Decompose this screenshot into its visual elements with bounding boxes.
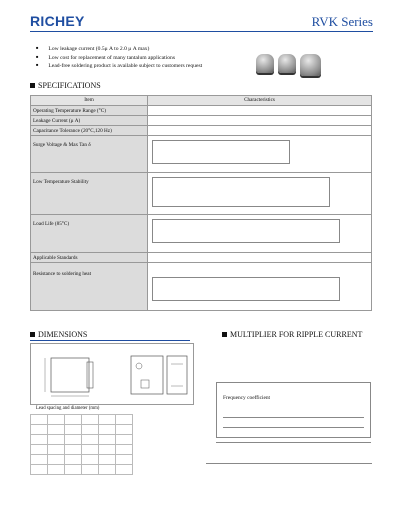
table-header-row: [31, 96, 372, 106]
dimension-drawing: [30, 343, 194, 405]
row-value: [148, 215, 372, 253]
capacitor-image: [300, 54, 321, 76]
table-row: [31, 126, 372, 136]
row-label: Low Temperature Stability: [31, 173, 148, 215]
frequency-row: [223, 411, 364, 418]
table-row: [31, 106, 372, 116]
row-value: [148, 173, 372, 215]
row-label: Capacitance Tolerance (20°C,120 Hz): [31, 126, 148, 136]
ripple-rule: [206, 463, 372, 464]
table-row: [31, 455, 133, 465]
table-row: [31, 215, 372, 253]
dimension-drawing-svg: [31, 344, 193, 404]
table-row: [31, 445, 133, 455]
frequency-coefficient-label: Frequency coefficient: [223, 395, 271, 401]
capacitor-image: [278, 54, 296, 73]
row-value: [148, 106, 372, 116]
feature-item: ■ Lead-free soldering product is available subject to customers request: [36, 62, 202, 71]
row-label: Leakage Current (μ A): [31, 116, 148, 126]
column-header-characteristics: Characteristics: [148, 96, 372, 106]
row-value: [148, 116, 372, 126]
row-label: Resistance to soldering heat: [31, 263, 148, 311]
row-label: Load Life (85°C): [31, 215, 148, 253]
brand-logo: RICHEY: [30, 13, 85, 29]
square-bullet-icon: [222, 332, 227, 337]
ripple-rule: [216, 442, 371, 443]
table-row: [31, 465, 133, 475]
table-row: [31, 425, 133, 435]
table-row: [31, 435, 133, 445]
feature-list: [36, 45, 202, 71]
square-bullet-icon: [30, 83, 35, 88]
row-value: [148, 136, 372, 173]
frequency-coefficient-box: [216, 382, 371, 438]
table-row: [31, 116, 372, 126]
series-title: RVK Series: [311, 14, 373, 29]
capacitor-image: [256, 54, 274, 73]
row-label: Surge Voltage & Max Tan δ: [31, 136, 148, 173]
surge-voltage-table: [152, 140, 290, 164]
coefficient-row: [223, 421, 364, 428]
section-title: MULTIPLIER FOR RIPPLE CURRENT: [230, 330, 363, 339]
dimensions-heading: [30, 330, 87, 339]
soldering-heat-table: [152, 277, 340, 301]
feature-item: ■ Low cost for replacement of many tantalum applications: [36, 54, 202, 63]
lead-spacing-caption: Lead spacing and diameter (mm): [36, 406, 100, 411]
low-temp-table: [152, 177, 330, 207]
table-row: [31, 253, 372, 263]
header-rule: [30, 31, 373, 32]
specifications-table: [30, 95, 372, 311]
row-value: [148, 253, 372, 263]
lead-spacing-table: [30, 414, 133, 475]
column-header-item: Item: [31, 96, 148, 106]
square-bullet-icon: [30, 332, 35, 337]
ripple-heading: [222, 330, 362, 339]
capacitor-photo: [256, 54, 321, 76]
dimensions-rule: [30, 340, 190, 341]
table-row: [31, 263, 372, 311]
section-title: DIMENSIONS: [38, 330, 88, 339]
table-row: [31, 136, 372, 173]
specifications-heading: [30, 81, 101, 90]
row-value: [148, 126, 372, 136]
row-label: Applicable Standards: [31, 253, 148, 263]
feature-item: ■ Low leakage current (0.5μ A to 2.0 μ A max): [36, 45, 202, 54]
section-title: SPECIFICATIONS: [38, 81, 101, 90]
table-row: [31, 173, 372, 215]
row-label: Operating Temperature Range (°C): [31, 106, 148, 116]
load-life-table: [152, 219, 340, 243]
table-row: [31, 415, 133, 425]
row-value: [148, 263, 372, 311]
